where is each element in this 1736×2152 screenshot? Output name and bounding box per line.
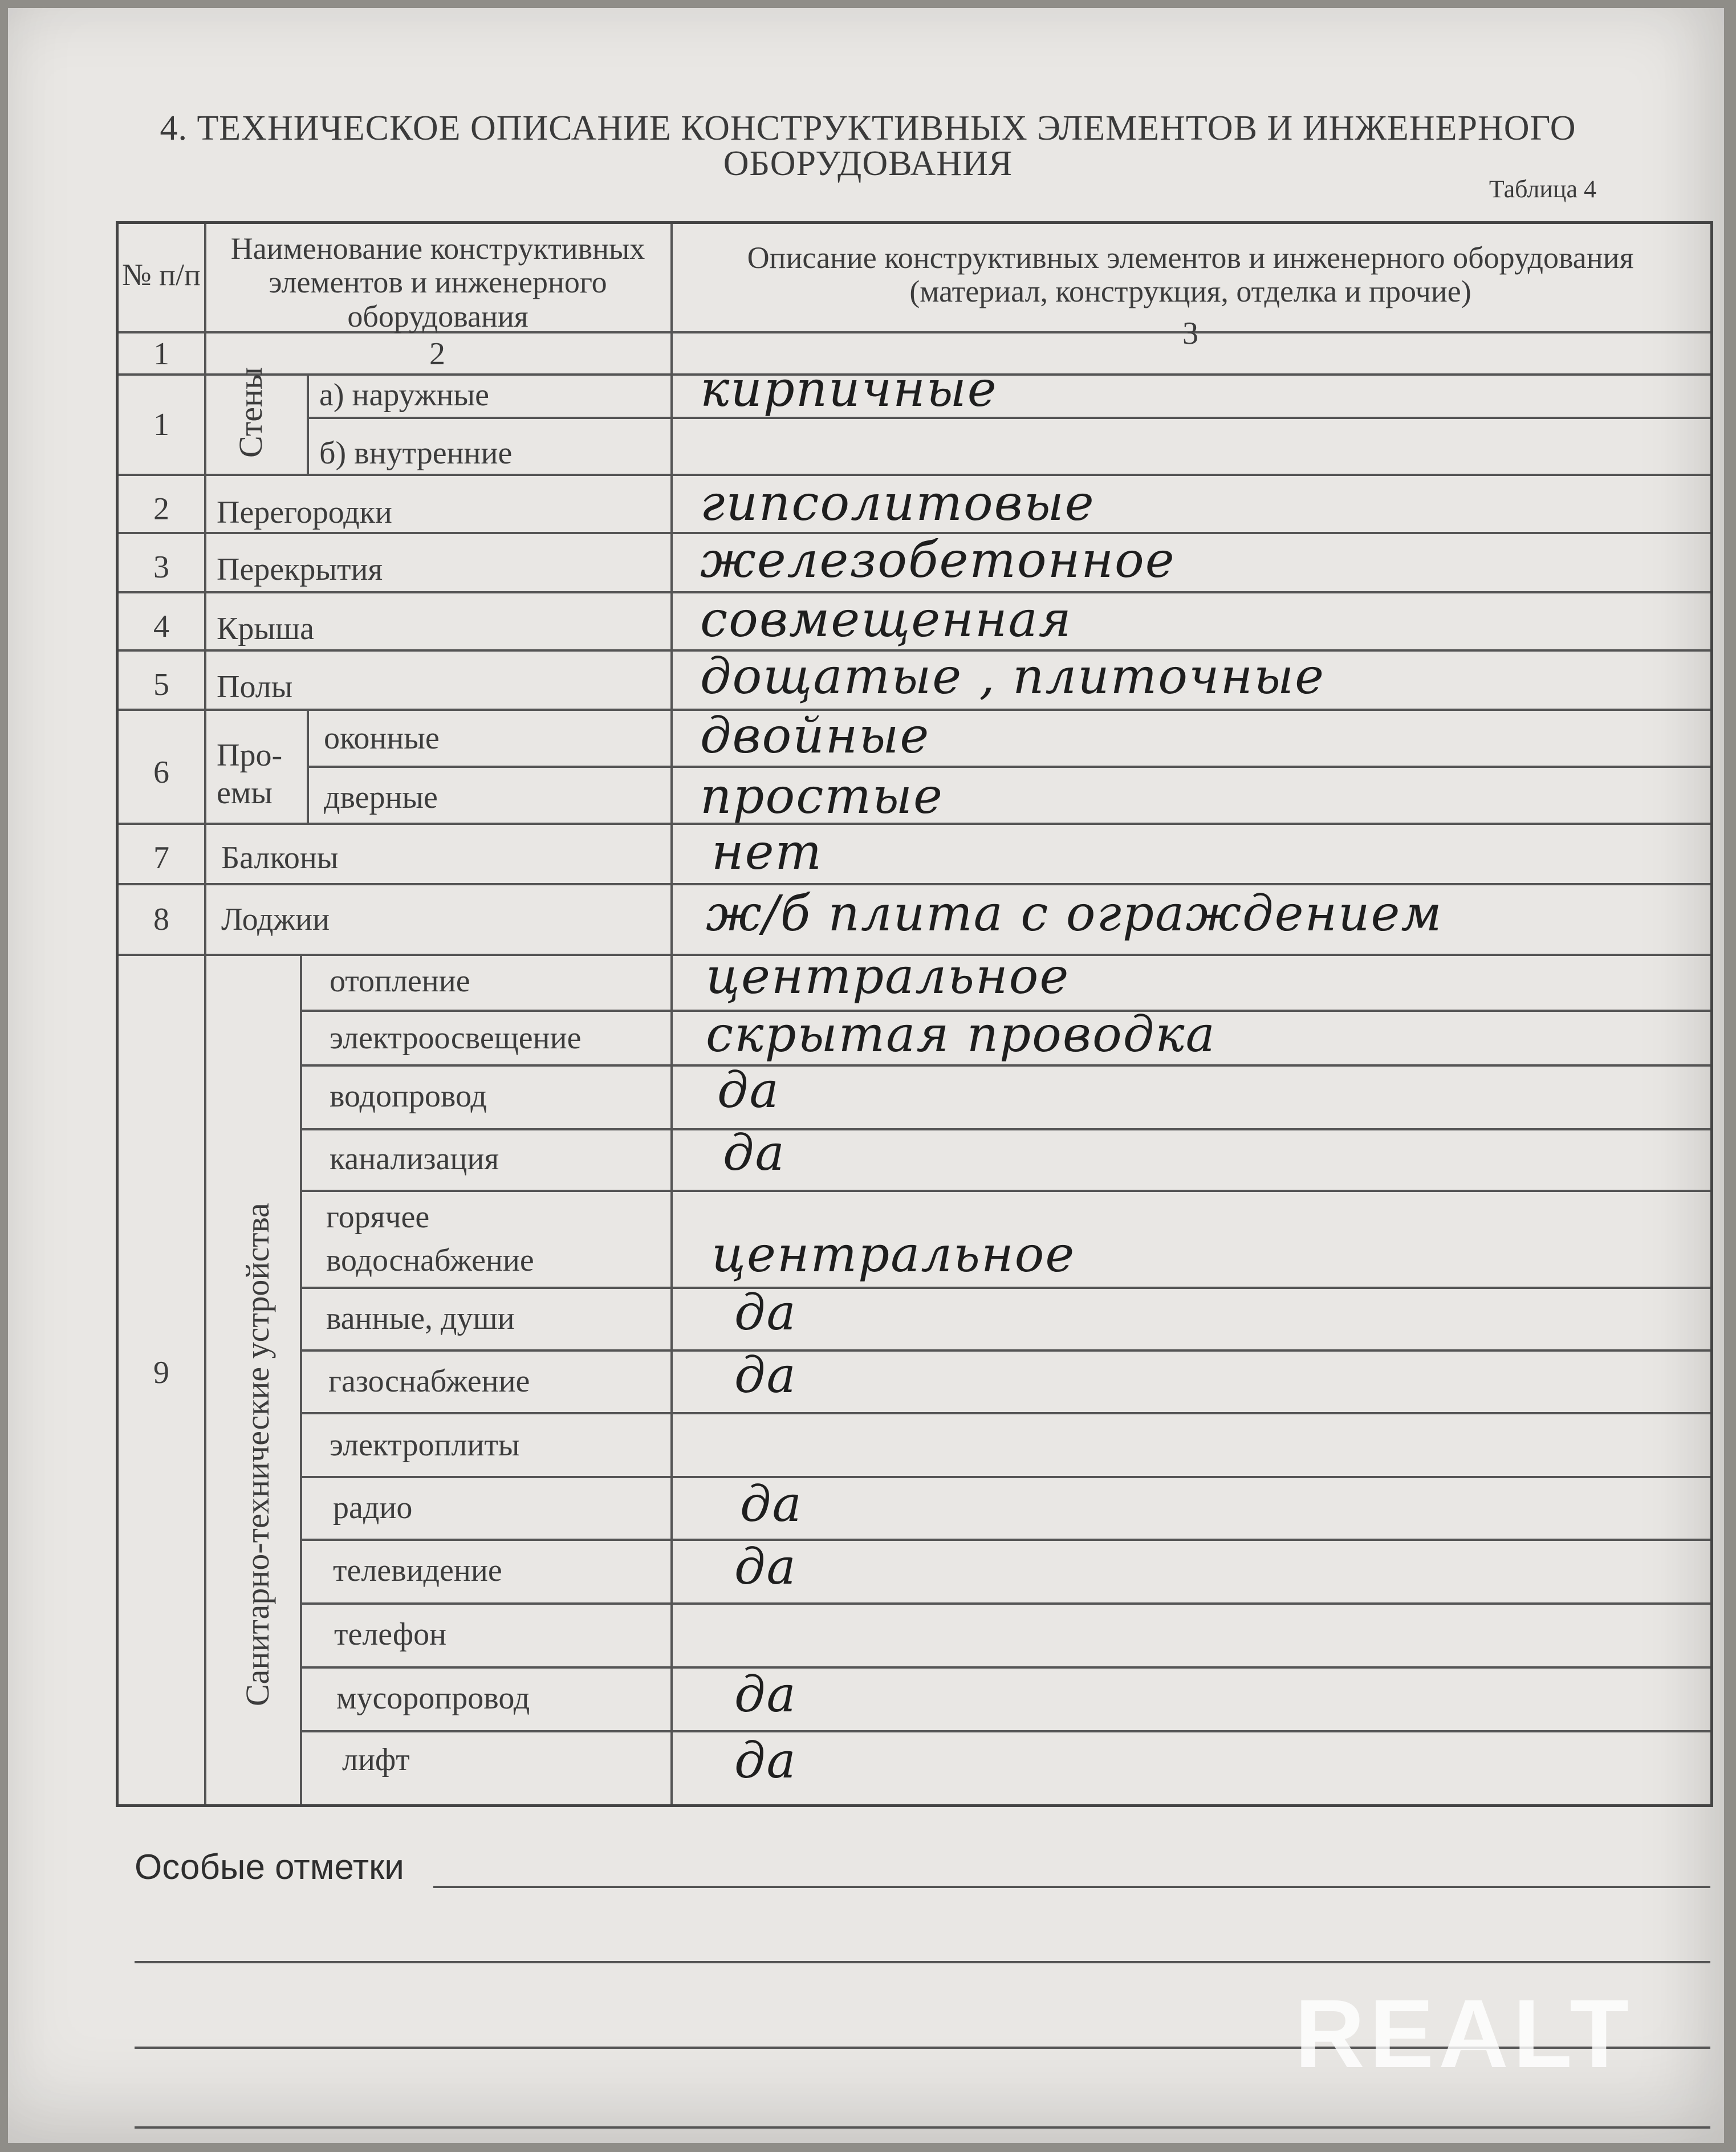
column-number-2: 2 <box>429 336 445 372</box>
sanitary-subdivider <box>300 954 302 1804</box>
document-title-line1: 4. ТЕХНИЧЕСКОЕ ОПИСАНИЕ КОНСТРУКТИВНЫХ ЭЛЕМЕНТОВ И ИНЖЕНЕРНОГО <box>160 109 1576 148</box>
value-door-openings: простые <box>700 768 944 825</box>
row-line <box>300 1730 1710 1732</box>
value-sewerage: да <box>723 1125 786 1182</box>
special-notes-line-1 <box>433 1886 1710 1888</box>
value-floors: дощатые , плиточные <box>700 648 1326 705</box>
sanitary-group-label: Санитарно-технические устройства <box>239 1203 276 1706</box>
row-line <box>119 823 1710 825</box>
row-label-water-supply: водопровод <box>330 1079 487 1114</box>
row-line <box>300 1349 1710 1352</box>
row-label-baths-showers: ванные, души <box>326 1301 515 1336</box>
column-number-1: 1 <box>153 336 169 372</box>
special-notes-line-2 <box>135 1961 1710 1963</box>
value-loggias: ж/б плита с ограждением <box>706 885 1443 942</box>
value-partitions: гипсолитовые <box>700 475 1095 532</box>
col-divider-2 <box>670 224 673 1804</box>
row-line <box>307 417 1710 419</box>
value-lighting: скрытая проводка <box>706 1006 1216 1063</box>
column-number-3: 3 <box>1182 316 1198 351</box>
row-label-partitions: Перегородки <box>217 495 392 530</box>
row-line <box>300 1412 1710 1414</box>
value-outer-walls: кирпичные <box>700 361 998 418</box>
special-notes-line-4 <box>135 2126 1710 2129</box>
openings-group-label-line1: Про- <box>217 738 283 773</box>
row-label-inner-walls: б) внутренние <box>319 436 513 471</box>
walls-group-label: Стены <box>232 367 269 458</box>
row-number: 1 <box>153 407 169 442</box>
row-label-door-openings: дверные <box>324 780 438 815</box>
row-line <box>300 1476 1710 1478</box>
value-heating: центральное <box>706 948 1070 1005</box>
value-garbage-chute: да <box>734 1666 797 1723</box>
value-window-openings: двойные <box>700 707 930 764</box>
value-baths-showers: да <box>734 1284 797 1341</box>
header-col1: № п/п <box>122 258 201 292</box>
row-label-balconies: Балконы <box>221 840 339 876</box>
document-title-line2: ОБОРУДОВАНИЯ <box>723 144 1013 183</box>
value-hot-water: центральное <box>712 1226 1076 1283</box>
value-gas-supply: да <box>734 1347 797 1404</box>
row-number: 3 <box>153 550 169 585</box>
table-number-label: Таблица 4 <box>1489 175 1596 203</box>
special-notes-label: Особые отметки <box>135 1848 404 1887</box>
header-col3: Описание конструктивных элементов и инженерного оборудования (материал, конструкция, отделка и прочие) <box>747 241 1634 309</box>
row-number: 9 <box>153 1355 169 1390</box>
col-divider-1 <box>204 224 206 1804</box>
row-label-window-openings: оконные <box>324 721 440 756</box>
row-line <box>300 1602 1710 1605</box>
row-number: 5 <box>153 667 169 702</box>
technical-description-table <box>116 221 1713 1807</box>
row-label-heating: отопление <box>330 963 470 999</box>
row-label-elevator: лифт <box>342 1742 410 1777</box>
value-balconies: нет <box>712 824 823 881</box>
header-col2: Наименование конструктивных элементов и инженерного оборудования <box>230 231 645 333</box>
row-label-electric-stoves: электроплиты <box>330 1427 520 1463</box>
row-line <box>300 1287 1710 1289</box>
value-television: да <box>734 1539 797 1596</box>
value-elevator: да <box>734 1732 797 1789</box>
row-line <box>300 1539 1710 1541</box>
row-label-floors-slabs: Перекрытия <box>217 552 383 587</box>
walls-subdivider <box>307 373 309 474</box>
row-label-roof: Крыша <box>217 611 314 646</box>
row-label-hot-water-line2: водоснабжение <box>326 1243 534 1278</box>
row-line <box>300 1666 1710 1669</box>
row-label-radio: радио <box>333 1490 413 1525</box>
row-label-sewerage: канализация <box>330 1141 499 1177</box>
row-label-outer-walls: а) наружные <box>319 377 489 413</box>
row-line <box>300 1128 1710 1130</box>
row-label-television: телевидение <box>333 1553 502 1588</box>
value-water-supply: да <box>717 1062 780 1119</box>
row-label-hot-water-line1: горячее <box>326 1199 430 1235</box>
row-number: 6 <box>153 755 169 790</box>
row-number: 2 <box>153 491 169 527</box>
row-number: 7 <box>153 840 169 876</box>
openings-group-label-line2: емы <box>217 775 273 811</box>
row-line <box>300 1190 1710 1192</box>
row-line <box>300 1064 1710 1067</box>
row-label-gas-supply: газоснабжение <box>328 1364 530 1399</box>
value-radio: да <box>740 1476 803 1533</box>
row-label-lighting: электроосвещение <box>330 1020 582 1056</box>
value-floors-slabs: железобетонное <box>700 532 1176 589</box>
row-number: 8 <box>153 902 169 937</box>
row-label-floors: Полы <box>217 669 293 705</box>
row-line <box>307 766 1710 768</box>
row-number: 4 <box>153 609 169 644</box>
realt-watermark: REALT <box>1295 1980 1633 2088</box>
value-roof: совмещенная <box>700 591 1072 648</box>
row-label-telephone: телефон <box>334 1617 447 1652</box>
row-label-garbage-chute: мусоропровод <box>336 1681 530 1716</box>
row-label-loggias: Лоджии <box>221 902 330 937</box>
